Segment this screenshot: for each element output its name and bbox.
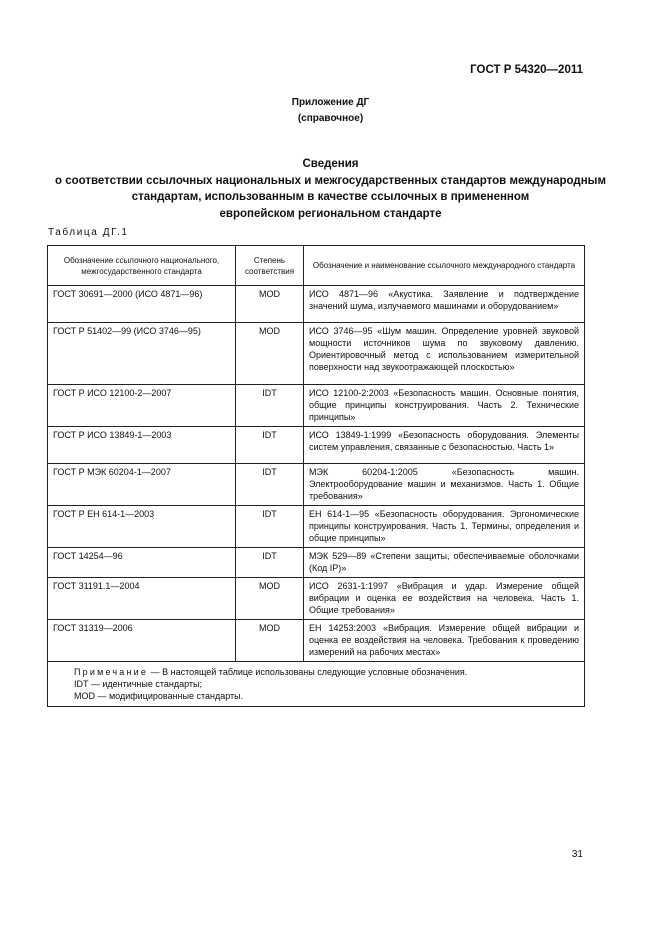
- international-standard-cell: ИСО 2631-1:1997 «Вибрация и удар. Измерение общей вибрации и оценка ее воздействия на человека. Часть 1. Общие требования»: [304, 578, 585, 620]
- heading-line-1: о соответствии ссылочных национальных и межгосударственных стандартов международным: [54, 174, 607, 187]
- national-standard-cell: ГОСТ Р ЕН 614-1—2003: [48, 506, 236, 548]
- degree-cell: MOD: [236, 620, 304, 662]
- table-note: [48, 662, 585, 707]
- international-standard-cell: ИСО 12100-2:2003 «Безопасность машин. Основные понятия, общие принципы конструирования. Часть 2. Технические принципы»: [304, 385, 585, 427]
- degree-cell: IDT: [236, 427, 304, 464]
- note-line-mod: MOD — модифицированные стандарты.: [74, 691, 244, 701]
- table-row: [48, 464, 585, 506]
- international-standard-cell: ИСО 3746—95 «Шум машин. Определение уровней звуковой мощности источников шума по звуковому давлению. Ориентировочный метод с использованием измерительной поверхности над звукоотражающей плоскостью»: [304, 323, 585, 385]
- international-standard-cell: ЕН 14253:2003 «Вибрация. Измерение общей вибрации и оценка ее воздействия на человека. Требования к проведению измерений на рабочих местах»: [304, 620, 585, 662]
- international-standard-cell: МЭК 529—89 «Степени защиты, обеспечиваемые оболочками (Код IP)»: [304, 548, 585, 578]
- degree-cell: IDT: [236, 506, 304, 548]
- table-row: [48, 323, 585, 385]
- degree-cell: IDT: [236, 385, 304, 427]
- table-row: [48, 506, 585, 548]
- appendix-title: Приложение ДГ: [291, 97, 370, 108]
- degree-cell: IDT: [236, 548, 304, 578]
- appendix-heading: [0, 95, 661, 127]
- international-standard-cell: МЭК 60204-1:2005 «Безопасность машин. Электрооборудование машин и механизмов. Часть 1. Общие требования»: [304, 464, 585, 506]
- standard-number: ГОСТ Р 54320—2011: [470, 64, 583, 76]
- column-header-national: Обозначение ссылочного национального, межгосударственного стандарта: [48, 246, 236, 286]
- degree-cell: MOD: [236, 578, 304, 620]
- note-text: — В настоящей таблице использованы следующие условные обозначения.: [148, 667, 468, 677]
- appendix-subtitle: (справочное): [297, 113, 364, 124]
- table-row: [48, 620, 585, 662]
- note-title: Примечание: [74, 667, 149, 677]
- heading-line-2: стандартам, использованным в качестве ссылочных в примененном: [131, 191, 530, 203]
- page-number: 31: [571, 849, 583, 860]
- national-standard-cell: ГОСТ Р ИСО 12100-2—2007: [48, 385, 236, 427]
- table-row: [48, 548, 585, 578]
- note-line-idt: IDT — идентичные стандарты;: [74, 679, 203, 689]
- table-header-row: [48, 246, 585, 286]
- national-standard-cell: ГОСТ Р ИСО 13849-1—2003: [48, 427, 236, 464]
- table-caption: Таблица ДГ.1: [48, 227, 129, 238]
- table-row: [48, 578, 585, 620]
- table-note-row: [48, 662, 585, 707]
- national-standard-cell: ГОСТ 30691—2000 (ИСО 4871—96): [48, 286, 236, 323]
- heading-line-3: европейском региональном стандарте: [219, 207, 442, 220]
- national-standard-cell: ГОСТ Р 51402—99 (ИСО 3746—95): [48, 323, 236, 385]
- national-standard-cell: ГОСТ 31319—2006: [48, 620, 236, 662]
- heading-title: Сведения: [302, 158, 359, 170]
- national-standard-cell: ГОСТ Р МЭК 60204-1—2007: [48, 464, 236, 506]
- degree-cell: MOD: [236, 286, 304, 323]
- degree-cell: MOD: [236, 323, 304, 385]
- standards-table: [47, 245, 585, 707]
- table-row: [48, 385, 585, 427]
- international-standard-cell: ИСО 13849-1:1999 «Безопасность оборудования. Элементы систем управления, связанные с безопасностью. Часть 1»: [304, 427, 585, 464]
- national-standard-cell: ГОСТ 14254—96: [48, 548, 236, 578]
- international-standard-cell: ИСО 4871—96 «Акустика. Заявление и подтверждение значений шума, излучаемого машинами и оборудованием»: [304, 286, 585, 323]
- document-heading: [20, 156, 641, 222]
- international-standard-cell: ЕН 614-1—95 «Безопасность оборудования. Эргономические принципы конструирования. Часть 1. Термины, определения и общие принципы»: [304, 506, 585, 548]
- degree-cell: IDT: [236, 464, 304, 506]
- column-header-degree: Степень соответствия: [236, 246, 304, 286]
- table-row: [48, 286, 585, 323]
- column-header-international: Обозначение и наименование ссылочного международного стандарта: [304, 246, 585, 286]
- national-standard-cell: ГОСТ 31191.1—2004: [48, 578, 236, 620]
- table-row: [48, 427, 585, 464]
